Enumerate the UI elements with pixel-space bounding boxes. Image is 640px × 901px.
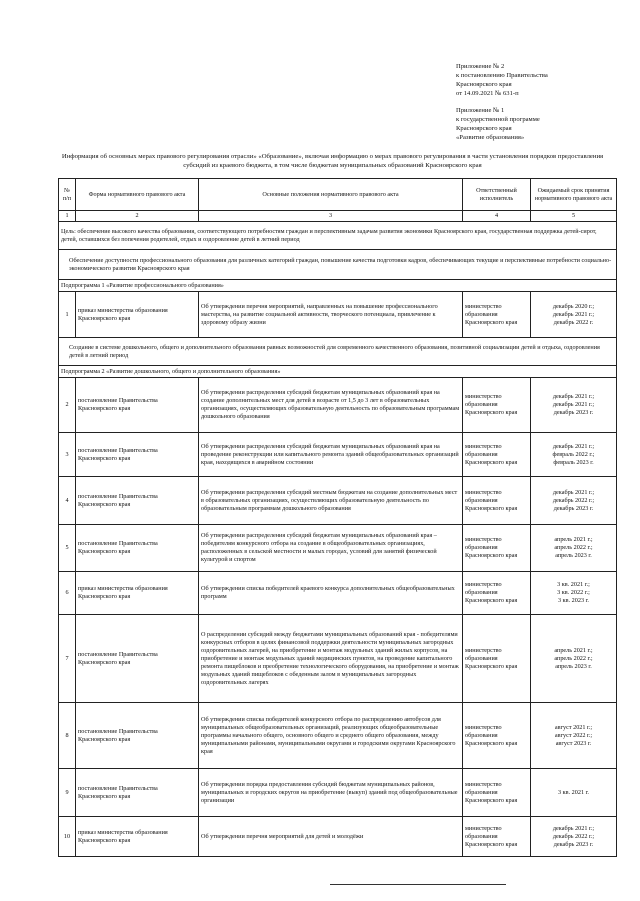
table-row: [59, 615, 617, 703]
appendix-1-block: [456, 106, 636, 142]
appendix-header: [456, 62, 636, 150]
appendix-2-line: Приложение № 2: [456, 63, 505, 70]
row-date: декабрь 2023 г.: [553, 504, 594, 512]
row-date: 3 кв. 2022 г.;: [557, 589, 590, 596]
row-exec: министерство образования Красноярского края: [463, 433, 531, 477]
row-date: февраль 2022 г.;: [552, 450, 595, 458]
row-date: 3 кв. 2021 г.: [558, 788, 589, 796]
row-form: постановление Правительства Красноярского края: [76, 378, 199, 433]
table-row: [59, 378, 617, 433]
row-number: 2: [59, 378, 76, 433]
row-date: декабрь 2021 г.;: [552, 393, 595, 400]
row-date: декабрь 2022 г.: [553, 318, 594, 326]
goal-row: Цель: обеспечение высокого качества образования, соответствующего потребностям граждан и перспективным задачам развития экономики Красноярского края, государственная поддержка детей-сирот, детей, оставшихся без попечения родителей, отдых и оздоровление детей в летний период: [59, 222, 617, 250]
row-main: Об утверждении порядка предоставления субсидий бюджетам муниципальных районов, муниципальных и городских округов на приобретение (выкуп) зданий под общеобразовательные организации: [199, 769, 463, 817]
col-number: 4: [463, 211, 531, 222]
row-date: декабрь 2023 г.: [553, 840, 594, 848]
row-date: декабрь 2021 г.;: [552, 310, 595, 318]
row-exec: министерство образования Красноярского края: [463, 378, 531, 433]
row-form: постановление Правительства Красноярского края: [76, 615, 199, 703]
appendix-2-line: от 14.09.2021 № 631-п: [456, 90, 519, 97]
row-main: Об утверждении перечня мероприятий для детей и молодёжи: [199, 817, 463, 857]
row-form: приказ министерства образования Красноярского края: [76, 292, 199, 338]
col-number: 2: [76, 211, 199, 222]
table-row: [59, 572, 617, 615]
row-exec: министерство образования Красноярского края: [463, 525, 531, 572]
table-row: [59, 292, 617, 338]
row-form: приказ министерства образования Красноярского края: [76, 817, 199, 857]
row-form: постановление Правительства Красноярского края: [76, 433, 199, 477]
header-main: Основные положения нормативного правового акта: [199, 179, 463, 211]
header-form: Форма нормативного правового акта: [76, 179, 199, 211]
row-exec: министерство образования Красноярского края: [463, 292, 531, 338]
row-exec: министерство образования Красноярского края: [463, 769, 531, 817]
row-form: постановление Правительства Красноярского края: [76, 477, 199, 525]
row-dates: [531, 572, 617, 615]
row-exec: министерство образования Красноярского края: [463, 572, 531, 615]
table-row: [59, 817, 617, 857]
row-date: декабрь 2021 г.;: [552, 442, 595, 450]
header-term: Ожидаемый срок принятия нормативного правового акта: [531, 179, 617, 211]
table-row: [59, 433, 617, 477]
row-number: 3: [59, 433, 76, 477]
row-date: декабрь 2022 г.;: [552, 832, 595, 840]
row-date: декабрь 2022 г.;: [552, 496, 595, 504]
row-form: постановление Правительства Красноярского края: [76, 769, 199, 817]
row-date: апрель 2021 г.;: [554, 536, 593, 543]
appendix-2-block: [456, 62, 636, 98]
row-date: декабрь 2021 г.;: [552, 488, 595, 496]
row-exec: министерство образования Красноярского края: [463, 615, 531, 703]
row-date: апрель 2022 г.;: [554, 654, 593, 662]
header-num: № п/п: [59, 179, 76, 211]
row-date: декабрь 2023 г.: [553, 409, 594, 416]
row-date: август 2023 г.: [555, 739, 592, 747]
row-dates: [531, 817, 617, 857]
row-main: Об утверждении распределения субсидий бюджетам муниципальных образований края – победителям конкурсного отбора на создание в общеобразовательных организациях, расположенных в сельской местности и малых городах, условий для занятий физической культурой и спортом: [199, 525, 463, 572]
table-row: [59, 703, 617, 769]
row-dates: [531, 378, 617, 433]
subprogram-row: Подпрограмма 1 «Развитие профессионального образования»: [59, 280, 617, 292]
bottom-divider: [330, 884, 506, 885]
row-dates: [531, 477, 617, 525]
row-date: апрель 2023 г.: [555, 552, 592, 559]
row-dates: [531, 703, 617, 769]
row-dates: [531, 615, 617, 703]
appendix-2-line: к постановлению Правительства: [456, 72, 548, 79]
row-main: Об утверждении распределения субсидий бюджетам муниципальных образований края на создание дополнительных мест для детей в возрасте от 1,5 до 3 лет в образовательных организациях, осуществляющих образовательную деятельность по образовательным программам дошкольного образования: [199, 378, 463, 433]
row-form: постановление Правительства Красноярского края: [76, 703, 199, 769]
col-number: 1: [59, 211, 76, 222]
appendix-1-line: «Развитие образования»: [456, 134, 525, 141]
row-main: Об утверждении списка победителей краевого конкурса дополнительных общеобразовательных программ: [199, 572, 463, 615]
row-date: апрель 2022 г.;: [554, 544, 593, 551]
row-main: О распределении субсидий между бюджетами муниципальных образований края - победителями конкурсных отборов в целях финансовой поддержки деятельности муниципальных загородных оздоровительных лагерей, на приобретение и монтаж модульных зданий жилых корпусов, на приобретение и монтаж модульных зданий медицинских пунктов, на проведение капитального ремонта пищеблоков и преобретение технологического оборудования, на приобретение и монтаж модульных зданий пищеблоков с обеденным залом в муниципальных загородных оздоровительных лагерях: [199, 615, 463, 703]
row-main: Об утверждении распределения субсидий бюджетам муниципальных образований края на проведение реконструкции или капитального ремонта зданий общеобразовательных организаций края, находящихся в аварийном состоянии: [199, 433, 463, 477]
row-dates: [531, 292, 617, 338]
task-row: Создание в системе дошкольного, общего и дополнительного образования равных возможностей для современного качественного образования, позитивной социализации детей и отдыха, оздоровления детей в летний период: [59, 338, 617, 366]
row-main: Об утверждении перечня мероприятий, направленных на повышение профессионального мастерства, на развитие социальной активности, творческого потенциала, привлечение к здоровому образу жизни: [199, 292, 463, 338]
document-title: Информация об основных мерах правового регулирования отрасли» «Образование», включая информацию о мерах правового регулирования в части установления порядков предоставления субсидий из краевого бюджета, в том числе бюджетам муниципальных образований Красноярского края: [61, 153, 604, 169]
measures-table: [58, 178, 617, 857]
appendix-2-line: Красноярского края: [456, 81, 512, 88]
row-date: апрель 2023 г.: [555, 662, 592, 670]
row-number: 6: [59, 572, 76, 615]
row-date: 3 кв. 2023 г.: [558, 597, 589, 604]
row-dates: [531, 433, 617, 477]
appendix-1-line: к государственной программе: [456, 116, 540, 123]
row-number: 7: [59, 615, 76, 703]
task-row: Обеспечение доступности профессионального образования для различных категорий граждан, повышение качества подготовки кадров, обеспечивающих текущие и перспективные потребности социально-экономического развития Красноярского края: [59, 250, 617, 280]
row-main: Об утверждении распределения субсидий местным бюджетам на создание дополнительных мест в образовательных организациях, осуществляющих образовательную деятельность по образовательным программам дошкольного образования: [199, 477, 463, 525]
col-number: 3: [199, 211, 463, 222]
row-number: 4: [59, 477, 76, 525]
row-number: 8: [59, 703, 76, 769]
row-date: август 2021 г.;: [554, 723, 593, 731]
row-date: апрель 2021 г.;: [554, 646, 593, 654]
row-form: постановление Правительства Красноярского края: [76, 525, 199, 572]
subprogram-row: Подпрограмма 2 «Развитие дошкольного, общего и дополнительного образования»: [59, 366, 617, 378]
table-row: [59, 525, 617, 572]
row-form: приказ министерства образования Красноярского края: [76, 572, 199, 615]
row-exec: министерство образования Красноярского края: [463, 817, 531, 857]
row-exec: министерство образования Красноярского края: [463, 477, 531, 525]
column-number-row: [59, 211, 617, 222]
row-number: 5: [59, 525, 76, 572]
row-dates: [531, 769, 617, 817]
row-dates: [531, 525, 617, 572]
row-date: август 2022 г.;: [554, 731, 593, 739]
row-exec: министерство образования Красноярского края: [463, 703, 531, 769]
appendix-1-line: Приложение № 1: [456, 107, 505, 114]
col-number: 5: [531, 211, 617, 222]
row-date: 3 кв. 2021 г.;: [557, 581, 590, 588]
row-date: декабрь 2021 г.;: [552, 401, 595, 408]
table-header-row: [59, 179, 617, 211]
appendix-1-line: Красноярского края: [456, 125, 512, 132]
row-number: 10: [59, 817, 76, 857]
row-number: 1: [59, 292, 76, 338]
table-row: [59, 477, 617, 525]
table-row: [59, 769, 617, 817]
row-date: декабрь 2021 г.;: [552, 824, 595, 832]
row-date: декабрь 2020 г.;: [552, 302, 595, 310]
header-exec: Ответственный исполнитель: [463, 179, 531, 211]
row-number: 9: [59, 769, 76, 817]
row-date: февраль 2023 г.: [553, 458, 594, 466]
row-main: Об утверждении списка победителей конкурсного отбора по распределению автобусов для муниципальных общеобразовательных организаций, реализующих общеобразовательные программы начального общего, основного общего и среднего общего образования, между муниципальными районами, муниципальными округами и городскими округами Красноярского края: [199, 703, 463, 769]
